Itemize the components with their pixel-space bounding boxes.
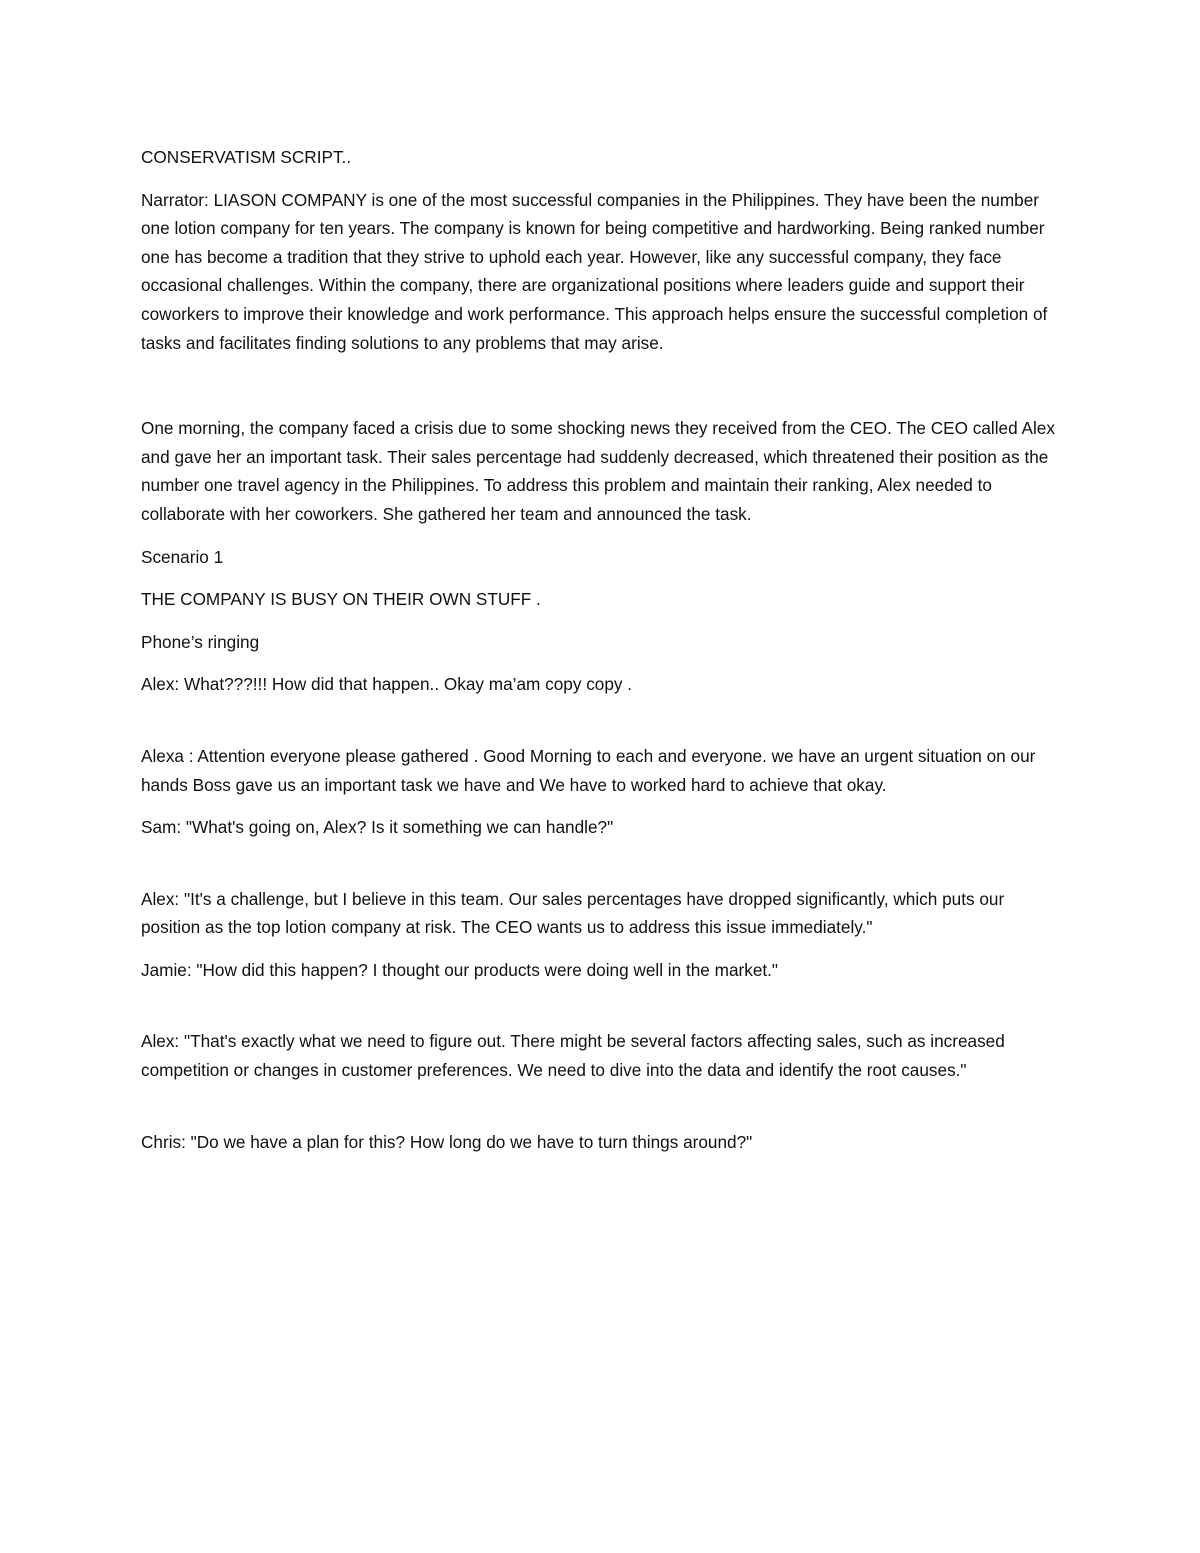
dialogue-line: Alex: What???!!! How did that happen.. Okay ma’am copy copy . xyxy=(141,674,633,695)
dialogue-line: Sam: "What's going on, Alex? Is it something we can handle?" xyxy=(141,817,614,838)
document-body xyxy=(141,143,1061,1170)
narrator-paragraph: Narrator: LIASON COMPANY is one of the most successful companies in the Philippines. They have been the number one lotion company for ten years. The company is known for being competitive and hardworking. Being ranked number one has become a tradition that they strive to uphold each year. However, like any successful company, they face occasional challenges. Within the company, there are organizational positions where leaders guide and support their coworkers to improve their knowledge and work performance. This approach helps ensure the successful completion of tasks and facilitates finding solutions to any problems that may arise. xyxy=(141,189,1048,353)
dialogue-line: Alex: "It's a challenge, but I believe in this team. Our sales percentages have dropped significantly, which puts our position as the top lotion company at risk. The CEO wants us to address this issue immediately." xyxy=(141,888,1005,938)
dialogue-line: Jamie: "How did this happen? I thought our products were doing well in the market." xyxy=(141,959,779,980)
dialogue-line: Alex: "That's exactly what we need to figure out. There might be several factors affecting sales, such as increased competition or changes in customer preferences. We need to dive into the data and identify the root causes." xyxy=(141,1031,1005,1081)
scenario-heading: Scenario 1 xyxy=(141,546,224,567)
stage-direction: THE COMPANY IS BUSY ON THEIR OWN STUFF . xyxy=(141,589,541,610)
crisis-paragraph: One morning, the company faced a crisis due to some shocking news they received from the CEO. The CEO called Alex and gave her an important task. Their sales percentage had suddenly decreased, which threatened their position as the number one travel agency in the Philippines. To address this problem and maintain their ranking, Alex needed to collaborate with her coworkers. She gathered her team and announced the task. xyxy=(141,418,1055,524)
stage-direction: Phone’s ringing xyxy=(141,631,260,652)
document-title: CONSERVATISM SCRIPT.. xyxy=(141,147,352,167)
dialogue-line: Chris: "Do we have a plan for this? How long do we have to turn things around?" xyxy=(141,1131,753,1152)
dialogue-line: Alexa : Attention everyone please gathered . Good Morning to each and everyone. we have an urgent situation on our hands Boss gave us an important task we have and We have to worked hard to achieve that okay. xyxy=(141,745,1036,795)
